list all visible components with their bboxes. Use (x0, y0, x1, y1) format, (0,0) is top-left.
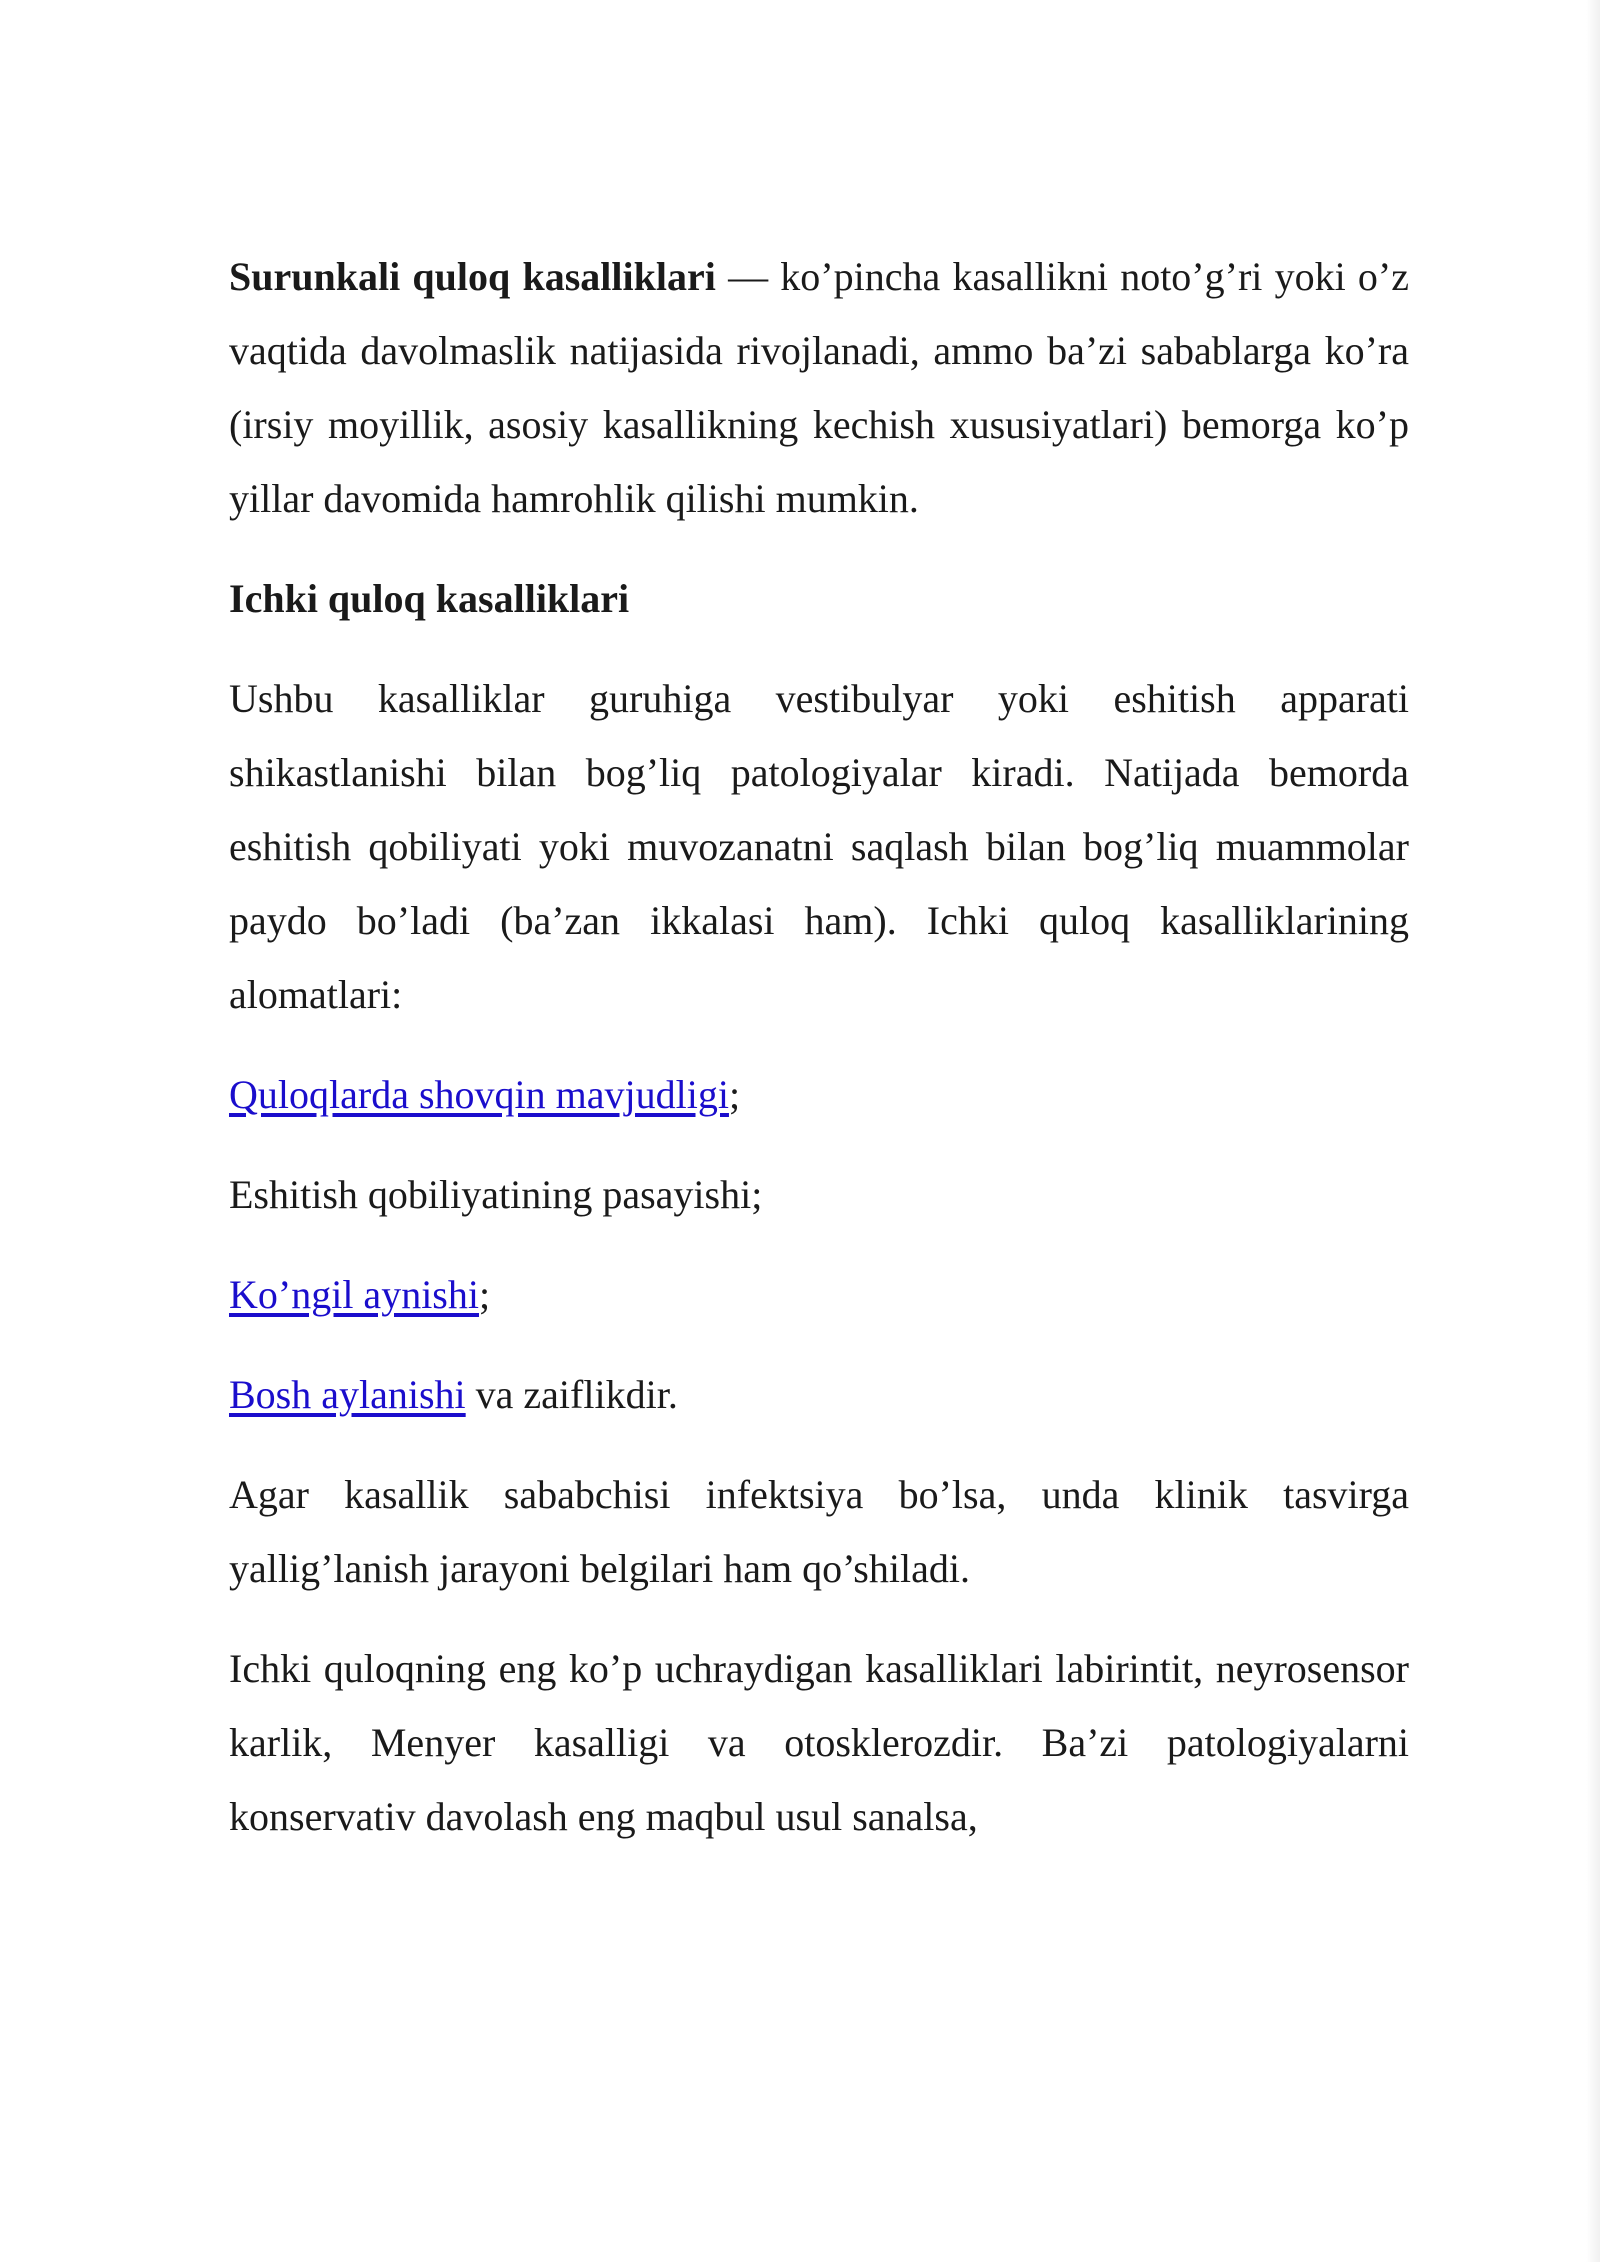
link-dizziness[interactable]: Bosh aylanishi (229, 1372, 466, 1417)
paragraph-infection: Agar kasallik sababchisi infektsiya bo’lsa, unda klinik tasvirga yallig’lanish jarayoni belgilari ham qo’shiladi. (229, 1472, 1409, 1591)
link-tinnitus[interactable]: Quloqlarda shovqin mavjudligi (229, 1072, 729, 1117)
section-heading: Ichki quloq kasalliklari (229, 576, 630, 621)
symptom-item-hearing-loss: Eshitish qobiliyatining pasayishi; (229, 1172, 763, 1217)
page-edge-shadow (1586, 0, 1600, 2262)
paragraph-inner-ear-intro: Ushbu kasalliklar guruhiga vestibulyar yoki eshitish apparati shikastlanishi bilan bog’liq patologiyalar kiradi. Natijada bemorda eshitish qobiliyati yoki muvozanatni saqlash bilan bog’liq muammolar paydo bo’ladi (ba’zan ikkalasi ham). Ichki quloq kasalliklarining alomatlari: (229, 676, 1409, 1017)
symptom-suffix: va zaiflikdir. (465, 1372, 678, 1417)
document-body (229, 240, 1409, 1880)
paragraph-common-diseases: Ichki quloqning eng ko’p uchraydigan kasalliklari labirintit, neyrosensor karlik, Menyer kasalligi va otosklerozdir. Ba’zi patologiyalarni konservativ davolash eng maqbul usul sanalsa, (229, 1646, 1409, 1839)
bold-term: Surunkali quloq kasalliklari (229, 254, 716, 299)
symptom-suffix: ; (478, 1272, 491, 1317)
link-nausea[interactable]: Ko’ngil aynishi (229, 1272, 479, 1317)
paragraph-text: — ko’pincha kasallikni noto’g’ri yoki o’z vaqtida davolmaslik natijasida rivojlanadi, ammo ba’zi sabablarga ko’ra (irsiy moyillik, asosiy kasallikning kechish xususiyatlari) bemorga ko’p yillar davomida hamrohlik qilishi mumkin. (229, 254, 1409, 521)
symptom-item-dizziness (229, 1358, 1409, 1432)
symptom-item-tinnitus (229, 1058, 1409, 1132)
symptom-suffix: ; (728, 1072, 741, 1117)
symptom-item-nausea (229, 1258, 1409, 1332)
paragraph-chronic-diseases (229, 240, 1409, 536)
